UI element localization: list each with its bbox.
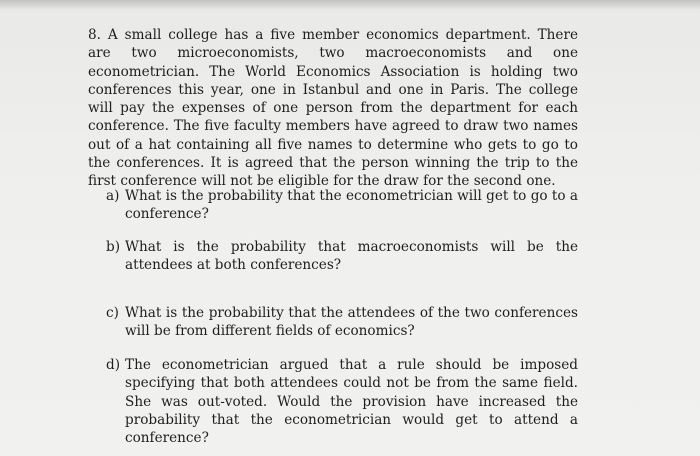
question-a-letter: a) [106,188,120,204]
page-edge-shadow [0,0,700,10]
question-c [106,304,578,341]
question-c-letter: c) [106,305,119,321]
question-d-letter: d) [106,357,121,373]
question-d-text: The econometrician argued that a rule should be imposed specifying that both attendees could not be from the same field. She was out-voted. Would the provision have increased the probability that the econometrician would get to attend a conference? [125,357,578,447]
question-b-text: What is the probability that macroeconomists will be the attendees at both conferences? [125,239,578,274]
question-b [106,238,578,275]
problem-statement: 8. A small college has a five member economics department. There are two microeconomists, two macroeconomists and one econometrician. The World Economics Association is holding two conferences this year, one in Istanbul and one in Paris. The college will pay the expenses of one person from the department for each conference. The five faculty members have agreed to draw two names out of a hat containing all five names to determine who gets to go to the conferences. It is agreed that the person winning the trip to the first conference will not be eligible for the draw for the second one. [88,27,578,190]
question-a [106,187,578,224]
question-c-text: What is the probability that the attendees of the two conferences will be from different fields of economics? [125,305,578,340]
question-b-letter: b) [106,239,121,255]
question-a-text: What is the probability that the econometrician will get to go to a conference? [125,188,578,223]
question-d [106,356,578,447]
